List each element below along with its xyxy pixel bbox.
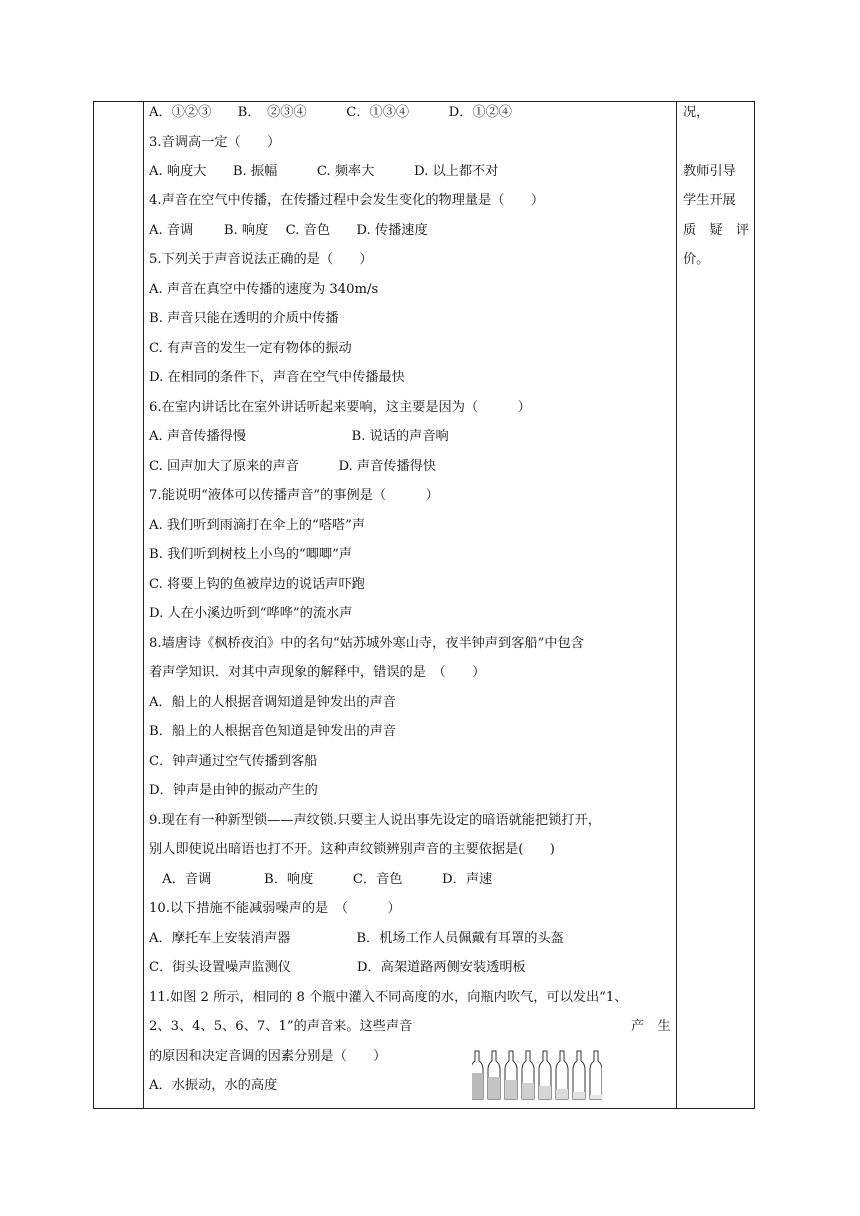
q7-option-a: A. 我们听到雨滴打在伞上的“嗒嗒”声: [149, 518, 366, 533]
q2-options: A．①②③ B． ②③④ C．①③④ D．①②④: [149, 105, 512, 120]
q5-option-a: A. 声音在真空中传播的速度为 340m/s: [149, 282, 379, 297]
q11-stem-line1: 11.如图 2 所示，相同的 8 个瓶中灌入不同高度的水，向瓶内吹气，可以发出“1、: [149, 990, 628, 1005]
q10-options-cd: C．街头设置噪声监测仪 D．高架道路两侧安装透明板: [149, 960, 526, 975]
column-divider-left: [143, 101, 144, 1109]
note-line-4: [683, 221, 749, 241]
q8-option-c: C．钟声通过空气传播到客船: [149, 754, 318, 769]
bottles-figure: [472, 1047, 602, 1101]
q3-options: A. 响度大 B. 振幅 C. 频率大 D. 以上都不对: [149, 164, 499, 179]
q5-option-c: C. 有声音的发生一定有物体的振动: [149, 341, 352, 356]
q8-stem-line1: 8.墙唐诗《枫桥夜泊》中的名句“姑苏城外寒山寺，夜半钟声到客船”中包含: [149, 636, 584, 651]
bottle-3: [505, 1051, 517, 1099]
q8-stem-line2: 着声学知识．对其中声现象的解释中，错误的是 （ ）: [149, 665, 486, 680]
q11-stem-line2: 2、3、4、5、6、7、1”的声音来。这些声音: [149, 1019, 413, 1034]
note-char-1: 质: [683, 223, 697, 238]
q9-options: A．音调 B．响度 C．音色 D．声速: [149, 872, 493, 887]
column-divider-right: [676, 101, 677, 1109]
note-char-3: 评: [735, 223, 749, 238]
bottle-2: [488, 1051, 500, 1099]
bottle-8: [590, 1051, 602, 1099]
bottle-5: [539, 1051, 551, 1099]
q10-stem: 10.以下措施不能减弱噪声的是 （ ）: [149, 901, 401, 916]
note-line-3: 学生开展: [683, 193, 736, 208]
q7-option-d: D. 人在小溪边听到“哗哗”的流水声: [149, 606, 353, 621]
q7-option-c: C. 将要上钩的鱼被岸边的说话声吓跑: [149, 577, 365, 592]
q11-stem-line3: 的原因和决定音调的因素分别是（ ）: [149, 1049, 387, 1064]
note-char-2: 疑: [709, 223, 723, 238]
q9-stem-line2: 别人即使说出暗语也打不开。这种声纹锁辨别声音的主要依据是( ): [149, 842, 555, 857]
q7-option-b: B. 我们听到树枝上小鸟的“唧唧”声: [149, 547, 352, 562]
q11-option-a: A．水振动，水的高度: [149, 1078, 278, 1093]
q11-stem-line2-end: 产 生: [631, 1019, 671, 1034]
q10-options-ab: A．摩托车上安装消声器 B．机场工作人员佩戴有耳罩的头盔: [149, 931, 564, 946]
q9-stem-line1: 9.现在有一种新型锁——声纹锁.只要主人说出事先设定的暗语就能把锁打开，: [149, 813, 601, 828]
q8-option-a: A．船上的人根据音调知道是钟发出的声音: [149, 695, 396, 710]
q5-option-b: B. 声音只能在透明的介质中传播: [149, 311, 339, 326]
q6-options-ab: A. 声音传播得慢 B. 说话的声音响: [149, 429, 449, 444]
q8-option-b: B．船上的人根据音色知道是钟发出的声音: [149, 724, 397, 739]
note-line-5: 价。: [683, 252, 710, 267]
q5-option-d: D. 在相同的条件下，声音在空气中传播最快: [149, 370, 405, 385]
bottle-1: [472, 1051, 483, 1099]
note-line-2: 教师引导: [683, 164, 736, 179]
q6-options-cd: C. 回声加大了原来的声音 D. 声音传播得快: [149, 459, 437, 474]
q3-stem: 3.音调高一定（ ）: [149, 135, 281, 150]
bottle-6: [556, 1051, 568, 1099]
q4-stem: 4.声音在空气中传播，在传播过程中会发生变化的物理量是（ ）: [149, 193, 545, 208]
q8-option-d: D．钟声是由钟的振动产生的: [149, 783, 318, 798]
q6-stem: 6.在室内讲话比在室外讲话听起来要响，这主要是因为（ ）: [149, 400, 531, 415]
q4-options: A. 音调 B. 响度 C. 音色 D. 传播速度: [149, 223, 428, 238]
bottle-7: [573, 1051, 585, 1099]
q5-stem: 5.下列关于声音说法正确的是（ ）: [149, 252, 373, 267]
bottle-4: [522, 1051, 534, 1099]
note-line-1: 况，: [683, 105, 710, 120]
q7-stem: 7.能说明“液体可以传播声音”的事例是（ ）: [149, 488, 439, 503]
